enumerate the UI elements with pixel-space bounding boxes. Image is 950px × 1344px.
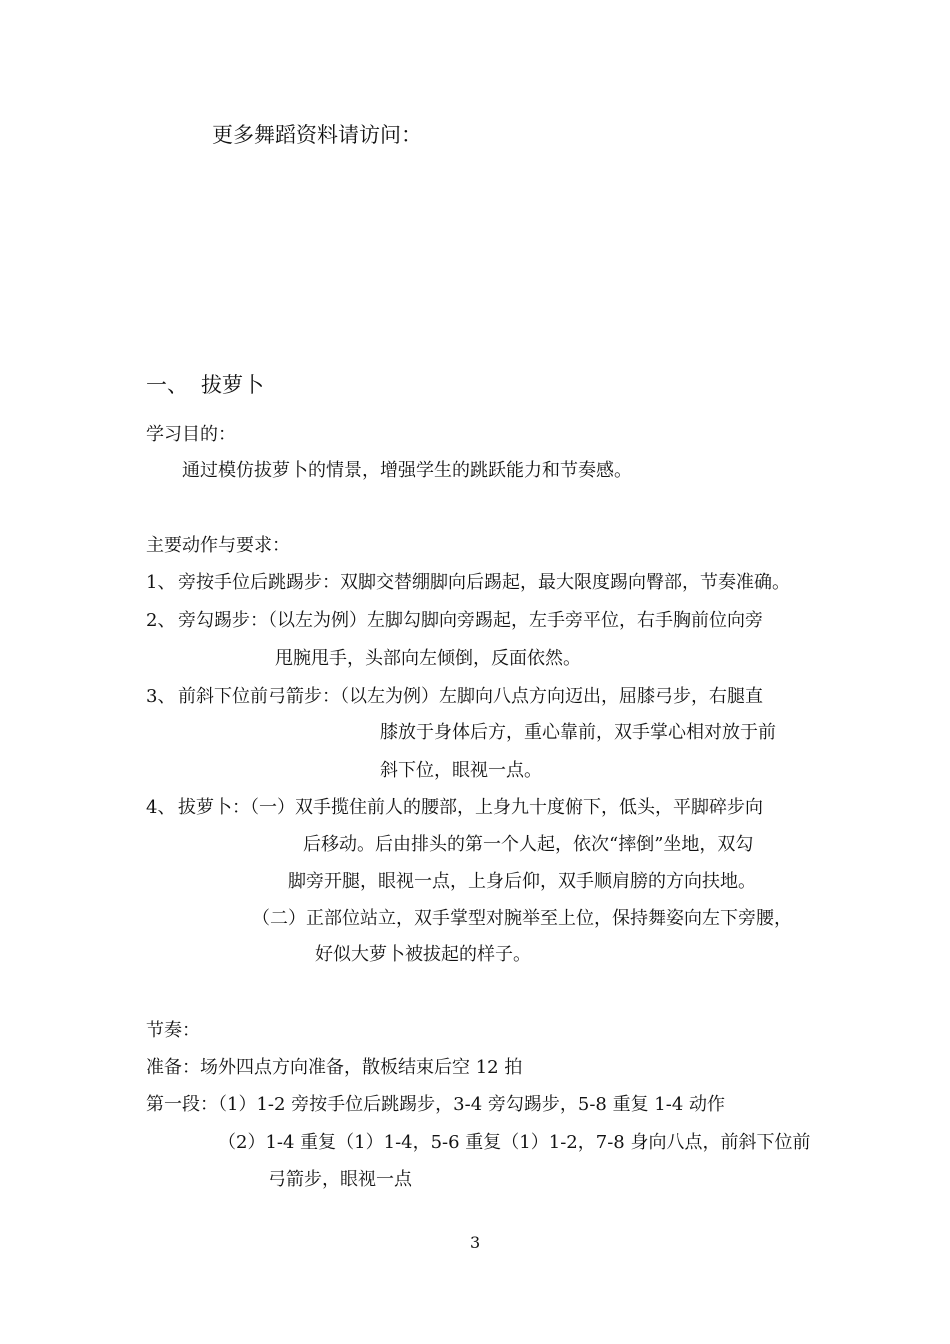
move-3-text-line1: 前斜下位前弓箭步：（以左为例）左脚向八点方向迈出，屈膝弓步，右腿直 xyxy=(178,686,763,707)
move-4-text-line3: 脚旁开腿，眼视一点，上身后仰，双手顺肩膀的方向扶地。 xyxy=(288,871,756,892)
move-1-number: 1、 xyxy=(146,572,176,593)
move-3-text-line2: 膝放于身体后方，重心靠前，双手掌心相对放于前 xyxy=(380,722,776,743)
rhythm-prep: 准备：场外四点方向准备，散板结束后空 12 拍 xyxy=(146,1057,523,1078)
moves-heading: 主要动作与要求： xyxy=(146,535,290,556)
move-2-text-line2: 甩腕甩手，头部向左倾倒，反面依然。 xyxy=(275,648,581,669)
move-4-text-line5: 好似大萝卜被拔起的样子。 xyxy=(315,944,531,965)
goal-heading: 学习目的： xyxy=(146,424,236,445)
move-4-text-line2: 后移动。后由排头的第一个人起，依次“摔倒”坐地，双勾 xyxy=(303,834,754,855)
page-number: 3 xyxy=(470,1233,481,1252)
goal-text: 通过模仿拔萝卜的情景，增强学生的跳跃能力和节奏感。 xyxy=(182,460,632,481)
header-note: 更多舞蹈资料请访问： xyxy=(212,123,422,147)
rhythm-part1-line2: （2）1-4 重复（1）1-4，5-6 重复（1）1-2，7-8 身向八点，前斜下位前 xyxy=(218,1132,811,1153)
move-2-number: 2、 xyxy=(146,610,176,631)
section-number: 一、 xyxy=(146,373,188,397)
section-title: 拔萝卜 xyxy=(201,373,264,397)
rhythm-heading: 节奏： xyxy=(146,1020,200,1041)
move-3-text-line3: 斜下位，眼视一点。 xyxy=(380,760,542,781)
rhythm-part1-line1: 第一段：（1）1-2 旁按手位后跳踢步，3-4 旁勾踢步，5-8 重复 1-4 动作 xyxy=(146,1094,726,1115)
move-4-number: 4、 xyxy=(146,797,176,818)
move-4-text-line1: 拔萝卜：（一）双手揽住前人的腰部，上身九十度俯下，低头，平脚碎步向 xyxy=(178,797,763,818)
move-3-number: 3、 xyxy=(146,686,176,707)
move-2-text-line1: 旁勾踢步：（以左为例）左脚勾脚向旁踢起，左手旁平位，右手胸前位向旁 xyxy=(178,610,763,631)
rhythm-part1-line3: 弓箭步，眼视一点 xyxy=(268,1169,412,1190)
move-1-text: 旁按手位后跳踢步：双脚交替绷脚向后踢起，最大限度踢向臀部，节奏准确。 xyxy=(178,572,790,593)
move-4-text-line4: （二）正部位站立，双手掌型对腕举至上位，保持舞姿向左下旁腰， xyxy=(252,908,792,929)
